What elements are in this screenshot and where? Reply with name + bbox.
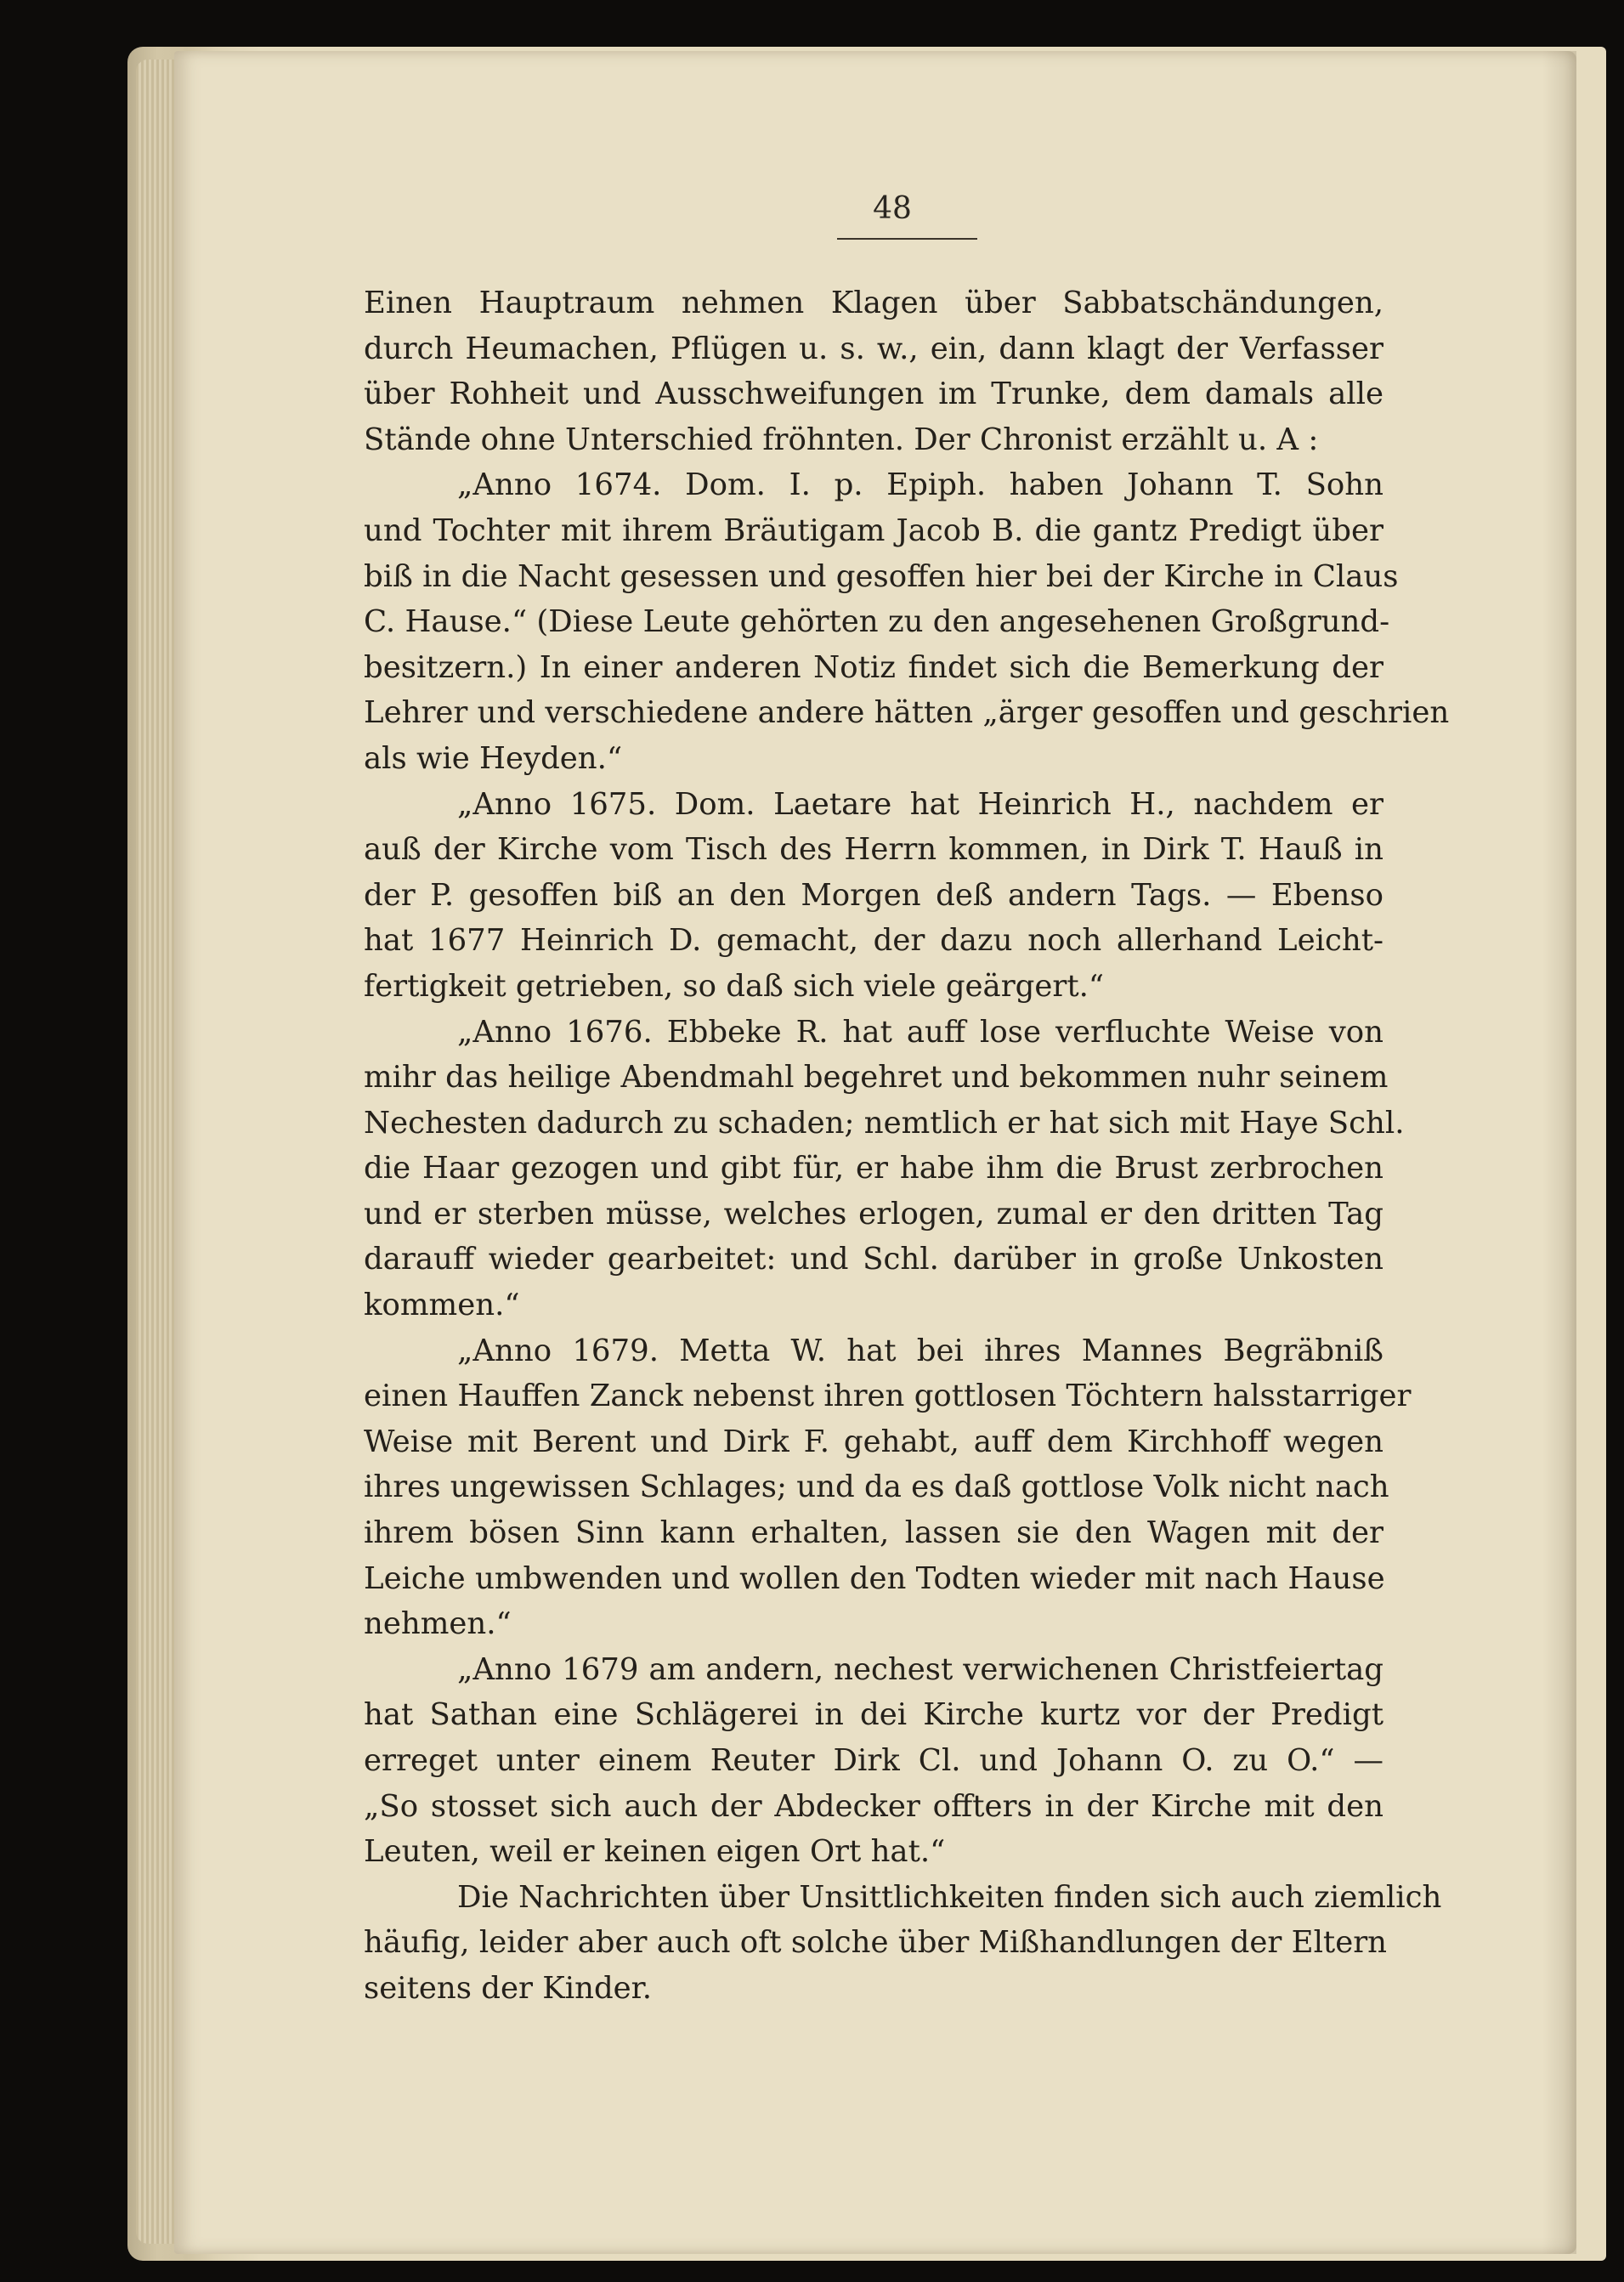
text-line: einen Hauffen Zanck nebenst ihren gottlosen Töchtern halsstarriger <box>364 1379 1412 1414</box>
text-line: ihrem bösen Sinn kann erhalten, lassen sie den Wagen mit der <box>364 1515 1384 1551</box>
text-line: „Anno 1674. Dom. I. p. Epiph. haben Johann T. Sohn <box>457 467 1384 503</box>
text-line: als wie Heyden.“ <box>364 740 623 776</box>
text-line: Leiche umbwenden und wollen den Todten wieder mit nach Hause <box>364 1560 1385 1596</box>
text-line: ihres ungewissen Schlages; und da es daß gottlose Volk nicht nach <box>364 1469 1389 1505</box>
text-line: C. Hause.“ (Diese Leute gehörten zu den angesehenen Großgrund- <box>364 604 1390 640</box>
paragraph <box>364 1875 1442 2012</box>
text-line: fertigkeit getrieben, so daß sich viele geärgert.“ <box>364 968 1105 1004</box>
text-line: Weise mit Berent und Dirk F. gehabt, auff dem Kirchhoff wegen <box>364 1424 1384 1459</box>
paragraph <box>364 1010 1405 1328</box>
text-line: der P. gesoffen biß an den Morgen deß andern Tags. — Ebenso <box>364 877 1384 913</box>
text-line: „So stosset sich auch der Abdecker offters in der Kirche mit den <box>364 1788 1384 1824</box>
text-line: Leuten, weil er keinen eigen Ort hat.“ <box>364 1834 946 1870</box>
text-line: biß in die Nacht gesessen und gesoffen hier bei der Kirche in Claus <box>364 558 1399 594</box>
text-line: „Anno 1676. Ebbeke R. hat auff lose verfluchte Weise von <box>457 1014 1384 1050</box>
text-line: und Tochter mit ihrem Bräutigam Jacob B. die gantz Predigt über <box>364 512 1384 548</box>
text-line: hat 1677 Heinrich D. gemacht, der dazu noch allerhand Leicht- <box>364 923 1384 959</box>
text-line: Lehrer und verschiedene andere hätten „ärger gesoffen und geschrien <box>364 695 1450 731</box>
paragraph <box>364 462 1450 781</box>
text-line: erreget unter einem Reuter Dirk Cl. und Johann O. zu O.“ — <box>364 1743 1384 1778</box>
text-line: Nechesten dadurch zu schaden; nemtlich er hat sich mit Haye Schl. <box>364 1105 1405 1141</box>
text-line: mihr das heilige Abendmahl begehret und bekommen nuhr seinem <box>364 1060 1389 1096</box>
paragraph <box>364 1328 1412 1647</box>
text-line: nehmen.“ <box>364 1606 512 1642</box>
text-line: auß der Kirche vom Tisch des Herrn kommen, in Dirk T. Hauß in <box>364 832 1384 868</box>
body-text <box>364 280 1450 2012</box>
text-line: über Rohheit und Ausschweifungen im Trunke, dem damals alle <box>364 377 1384 412</box>
text-line: Die Nachrichten über Unsittlichkeiten finden sich auch ziemlich <box>457 1879 1442 1915</box>
text-line: durch Heumachen, Pflügen u. s. w., ein, dann klagt der Verfasser <box>364 331 1384 366</box>
page-gutter-shadow <box>1542 51 1576 2254</box>
text-line: „Anno 1679 am andern, nechest verwichenen Christfeiertag <box>457 1651 1384 1687</box>
text-line: Stände ohne Unterschied fröhnten. Der Chronist erzählt u. A : <box>364 422 1319 457</box>
text-line: Einen Hauptraum nehmen Klagen über Sabbatschändungen, <box>364 286 1384 320</box>
paragraph <box>364 1647 1384 1875</box>
paragraph <box>364 782 1384 1010</box>
text-line: häufig, leider aber auch oft solche über Mißhandlungen der Eltern <box>364 1925 1388 1961</box>
text-line: hat Sathan eine Schlägerei in dei Kirche kurtz vor der Predigt <box>364 1697 1384 1733</box>
text-line: kommen.“ <box>364 1288 520 1323</box>
text-line: „Anno 1675. Dom. Laetare hat Heinrich H., nachdem er <box>457 786 1384 822</box>
text-line: besitzern.) In einer anderen Notiz findet sich die Bemerkung der <box>364 649 1384 685</box>
header-rule <box>837 238 977 240</box>
page-edges <box>136 59 174 2244</box>
text-line: „Anno 1679. Metta W. hat bei ihres Mannes Begräbniß <box>457 1333 1384 1368</box>
text-line: und er sterben müsse, welches erlogen, zumal er den dritten Tag <box>364 1196 1384 1232</box>
page-number: 48 <box>873 191 912 226</box>
paragraph <box>364 280 1384 462</box>
text-line: seitens der Kinder. <box>364 1970 653 2006</box>
text-line: darauff wieder gearbeitet: und Schl. darüber in große Unkosten <box>364 1242 1384 1277</box>
text-line: die Haar gezogen und gibt für, er habe ihm die Brust zerbrochen <box>364 1151 1384 1186</box>
